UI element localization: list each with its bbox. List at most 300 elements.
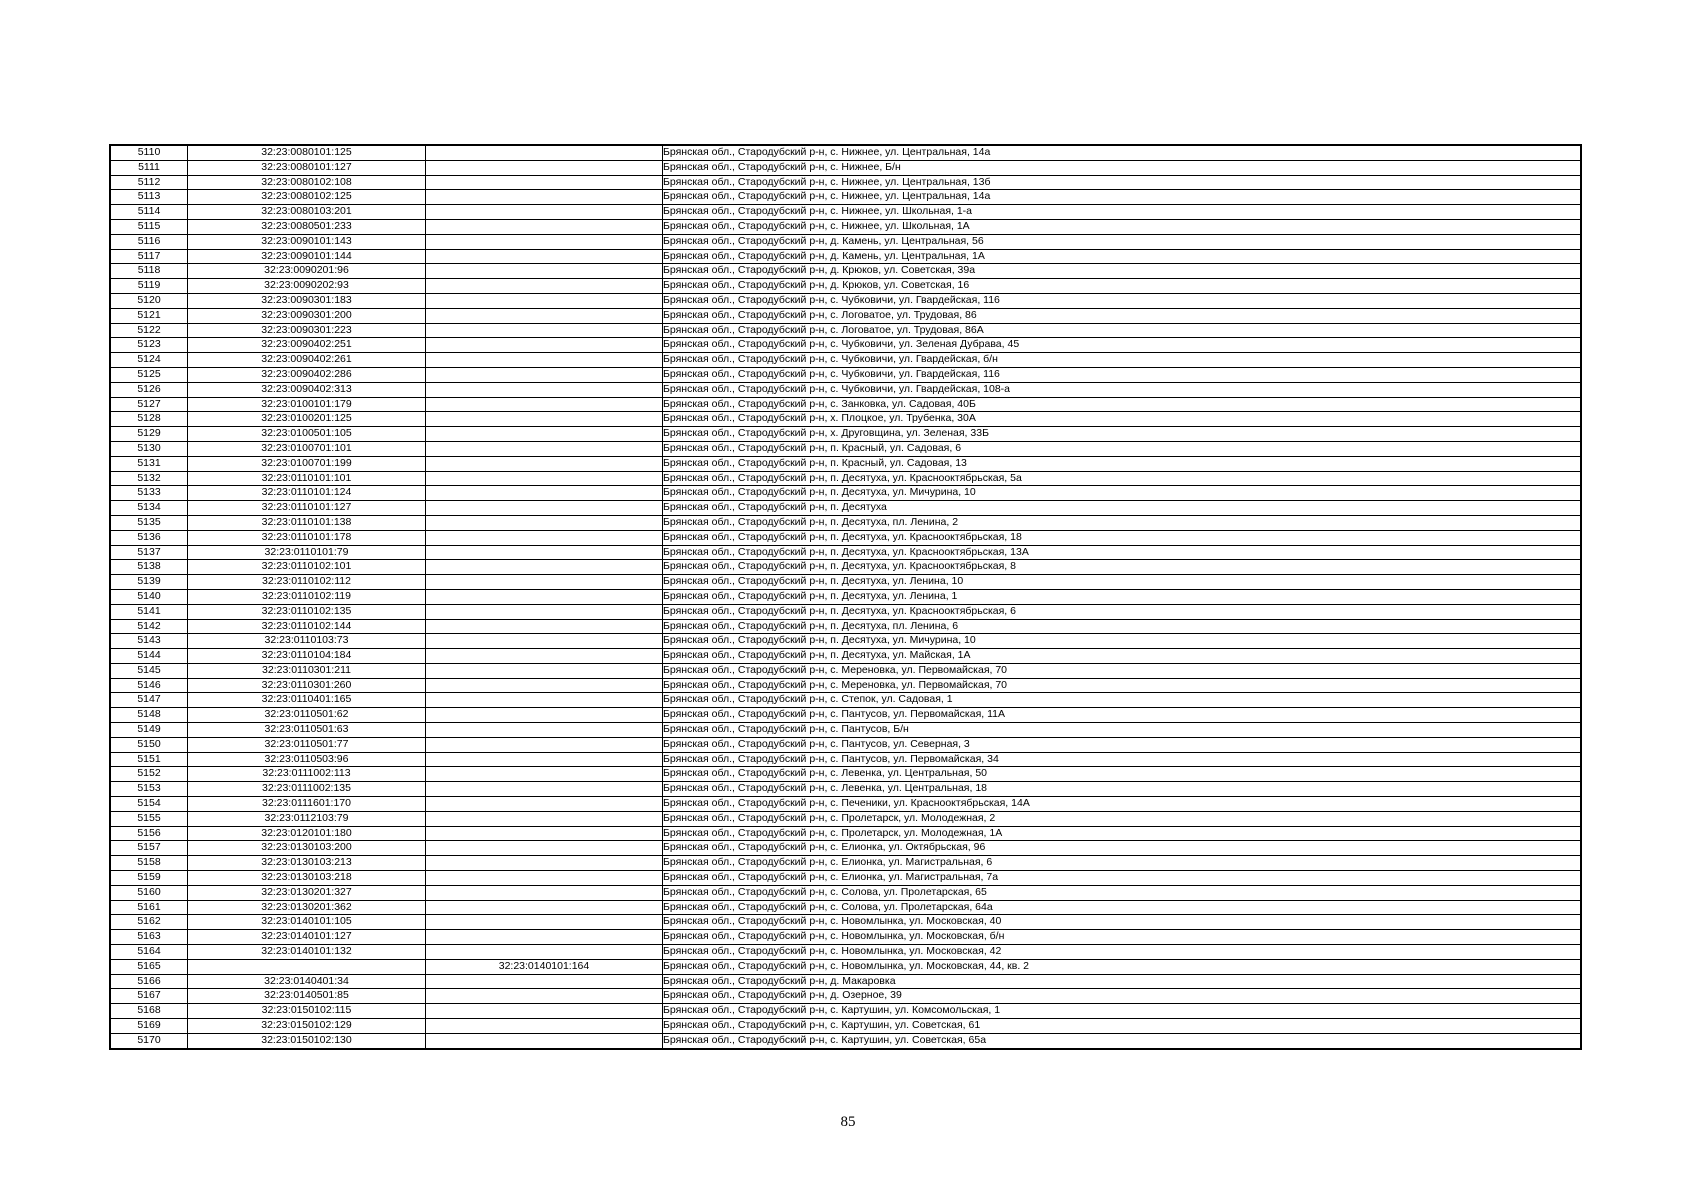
secondary-cadastral-number-cell (426, 811, 663, 826)
secondary-cadastral-number-cell (426, 826, 663, 841)
cadastral-number-cell: 32:23:0110101:178 (188, 530, 426, 545)
secondary-cadastral-number-cell (426, 1033, 663, 1048)
cadastral-number-cell: 32:23:0111002:135 (188, 782, 426, 797)
table-row (110, 900, 1581, 915)
table-row (110, 367, 1581, 382)
table-row (110, 604, 1581, 619)
secondary-cadastral-number-cell (426, 190, 663, 205)
row-number-cell: 5113 (110, 190, 188, 205)
table-row (110, 205, 1581, 220)
table-row (110, 160, 1581, 175)
table-row (110, 175, 1581, 190)
cadastral-number-cell: 32:23:0110101:127 (188, 501, 426, 516)
row-number-cell: 5170 (110, 1033, 188, 1048)
table-row (110, 708, 1581, 723)
address-cell: Брянская обл., Стародубский р-н, с. Пролетарск, ул. Молодежная, 1А (663, 826, 1582, 841)
address-cell: Брянская обл., Стародубский р-н, с. Левенка, ул. Центральная, 50 (663, 767, 1582, 782)
table-row (110, 826, 1581, 841)
cadastral-number-cell: 32:23:0110301:260 (188, 678, 426, 693)
row-number-cell: 5147 (110, 693, 188, 708)
secondary-cadastral-number-cell (426, 604, 663, 619)
row-number-cell: 5145 (110, 663, 188, 678)
secondary-cadastral-number-cell (426, 871, 663, 886)
table-row (110, 930, 1581, 945)
row-number-cell: 5155 (110, 811, 188, 826)
row-number-cell: 5119 (110, 279, 188, 294)
table-row (110, 752, 1581, 767)
secondary-cadastral-number-cell (426, 471, 663, 486)
row-number-cell: 5134 (110, 501, 188, 516)
row-number-cell: 5164 (110, 945, 188, 960)
table-row (110, 945, 1581, 960)
address-cell: Брянская обл., Стародубский р-н, с. Мереновка, ул. Первомайская, 70 (663, 678, 1582, 693)
row-number-cell: 5168 (110, 1004, 188, 1019)
address-cell: Брянская обл., Стародубский р-н, с. Елионка, ул. Магистральная, 6 (663, 856, 1582, 871)
row-number-cell: 5123 (110, 338, 188, 353)
table-row (110, 1004, 1581, 1019)
secondary-cadastral-number-cell (426, 234, 663, 249)
secondary-cadastral-number-cell (426, 900, 663, 915)
table-row (110, 1019, 1581, 1034)
address-cell: Брянская обл., Стародубский р-н, с. Новомлынка, ул. Московская, 44, кв. 2 (663, 959, 1582, 974)
secondary-cadastral-number-cell (426, 974, 663, 989)
table-row (110, 575, 1581, 590)
secondary-cadastral-number-cell (426, 397, 663, 412)
cadastral-number-cell: 32:23:0150102:129 (188, 1019, 426, 1034)
secondary-cadastral-number-cell (426, 915, 663, 930)
secondary-cadastral-number-cell (426, 797, 663, 812)
secondary-cadastral-number-cell (426, 634, 663, 649)
cadastral-number-cell: 32:23:0130103:218 (188, 871, 426, 886)
secondary-cadastral-number-cell (426, 752, 663, 767)
address-cell: Брянская обл., Стародубский р-н, с. Пролетарск, ул. Молодежная, 2 (663, 811, 1582, 826)
secondary-cadastral-number-cell (426, 293, 663, 308)
row-number-cell: 5159 (110, 871, 188, 886)
table-row (110, 634, 1581, 649)
secondary-cadastral-number-cell (426, 501, 663, 516)
row-number-cell: 5158 (110, 856, 188, 871)
cadastral-number-cell: 32:23:0130201:362 (188, 900, 426, 915)
address-cell: Брянская обл., Стародубский р-н, п. Десятуха, пл. Ленина, 2 (663, 515, 1582, 530)
table-row (110, 441, 1581, 456)
address-cell: Брянская обл., Стародубский р-н, п. Десятуха, ул. Краснооктябрьская, 13А (663, 545, 1582, 560)
row-number-cell: 5128 (110, 412, 188, 427)
row-number-cell: 5130 (110, 441, 188, 456)
address-cell: Брянская обл., Стародубский р-н, д. Крюков, ул. Советская, 16 (663, 279, 1582, 294)
secondary-cadastral-number-cell (426, 589, 663, 604)
cadastral-number-cell: 32:23:0080101:127 (188, 160, 426, 175)
table-row (110, 811, 1581, 826)
table-row (110, 456, 1581, 471)
address-cell: Брянская обл., Стародубский р-н, с. Картушин, ул. Комсомольская, 1 (663, 1004, 1582, 1019)
table-row (110, 560, 1581, 575)
secondary-cadastral-number-cell (426, 560, 663, 575)
address-cell: Брянская обл., Стародубский р-н, с. Чубковичи, ул. Зеленая Дубрава, 45 (663, 338, 1582, 353)
cadastral-number-cell: 32:23:0110401:165 (188, 693, 426, 708)
row-number-cell: 5114 (110, 205, 188, 220)
table-row (110, 871, 1581, 886)
address-cell: Брянская обл., Стародубский р-н, с. Логоватое, ул. Трудовая, 86А (663, 323, 1582, 338)
secondary-cadastral-number-cell (426, 515, 663, 530)
address-cell: Брянская обл., Стародубский р-н, с. Новомлынка, ул. Московская, 42 (663, 945, 1582, 960)
row-number-cell: 5169 (110, 1019, 188, 1034)
row-number-cell: 5122 (110, 323, 188, 338)
address-cell: Брянская обл., Стародубский р-н, с. Пантусов, ул. Первомайская, 11А (663, 708, 1582, 723)
secondary-cadastral-number-cell (426, 945, 663, 960)
secondary-cadastral-number-cell (426, 323, 663, 338)
table-row (110, 959, 1581, 974)
table-row (110, 190, 1581, 205)
address-cell: Брянская обл., Стародубский р-н, с. Солова, ул. Пролетарская, 64а (663, 900, 1582, 915)
address-cell: Брянская обл., Стародубский р-н, с. Пантусов, Б/н (663, 723, 1582, 738)
table-row (110, 723, 1581, 738)
cadastral-number-cell: 32:23:0110503:96 (188, 752, 426, 767)
table-row (110, 589, 1581, 604)
secondary-cadastral-number-cell (426, 279, 663, 294)
secondary-cadastral-number-cell (426, 649, 663, 664)
secondary-cadastral-number-cell (426, 767, 663, 782)
secondary-cadastral-number-cell (426, 205, 663, 220)
cadastral-number-cell: 32:23:0110501:63 (188, 723, 426, 738)
secondary-cadastral-number-cell: 32:23:0140101:164 (426, 959, 663, 974)
row-number-cell: 5146 (110, 678, 188, 693)
secondary-cadastral-number-cell (426, 841, 663, 856)
row-number-cell: 5133 (110, 486, 188, 501)
cadastral-number-cell: 32:23:0100101:179 (188, 397, 426, 412)
address-cell: Брянская обл., Стародубский р-н, п. Десятуха, ул. Краснооктябрьская, 18 (663, 530, 1582, 545)
secondary-cadastral-number-cell (426, 575, 663, 590)
cadastral-number-cell: 32:23:0130103:200 (188, 841, 426, 856)
cadastral-number-cell: 32:23:0110301:211 (188, 663, 426, 678)
cadastral-number-cell: 32:23:0110101:79 (188, 545, 426, 560)
row-number-cell: 5136 (110, 530, 188, 545)
cadastral-number-cell: 32:23:0080501:233 (188, 219, 426, 234)
row-number-cell: 5167 (110, 989, 188, 1004)
cadastral-number-cell: 32:23:0150102:130 (188, 1033, 426, 1048)
cadastral-number-cell: 32:23:0140101:105 (188, 915, 426, 930)
cadastral-number-cell: 32:23:0110501:77 (188, 737, 426, 752)
row-number-cell: 5149 (110, 723, 188, 738)
table-row (110, 323, 1581, 338)
row-number-cell: 5111 (110, 160, 188, 175)
cadastral-number-cell: 32:23:0111002:113 (188, 767, 426, 782)
table-row (110, 782, 1581, 797)
secondary-cadastral-number-cell (426, 723, 663, 738)
row-number-cell: 5165 (110, 959, 188, 974)
property-registry-table (109, 144, 1582, 1050)
address-cell: Брянская обл., Стародубский р-н, д. Макаровка (663, 974, 1582, 989)
address-cell: Брянская обл., Стародубский р-н, с. Чубковичи, ул. Гвардейская, 116 (663, 293, 1582, 308)
secondary-cadastral-number-cell (426, 693, 663, 708)
address-cell: Брянская обл., Стародубский р-н, с. Занковка, ул. Садовая, 40Б (663, 397, 1582, 412)
address-cell: Брянская обл., Стародубский р-н, п. Десятуха, ул. Ленина, 10 (663, 575, 1582, 590)
table-row (110, 353, 1581, 368)
table-row (110, 412, 1581, 427)
row-number-cell: 5156 (110, 826, 188, 841)
table-row (110, 145, 1581, 160)
cadastral-number-cell: 32:23:0090402:251 (188, 338, 426, 353)
table-row (110, 486, 1581, 501)
address-cell: Брянская обл., Стародубский р-н, п. Десятуха, ул. Краснооктябрьская, 6 (663, 604, 1582, 619)
table-row (110, 856, 1581, 871)
address-cell: Брянская обл., Стародубский р-н, п. Десятуха, пл. Ленина, 6 (663, 619, 1582, 634)
address-cell: Брянская обл., Стародубский р-н, с. Елионка, ул. Октябрьская, 96 (663, 841, 1582, 856)
secondary-cadastral-number-cell (426, 1004, 663, 1019)
cadastral-number-cell: 32:23:0080101:125 (188, 145, 426, 160)
cadastral-number-cell: 32:23:0110102:119 (188, 589, 426, 604)
secondary-cadastral-number-cell (426, 219, 663, 234)
row-number-cell: 5143 (110, 634, 188, 649)
table-row (110, 693, 1581, 708)
cadastral-number-cell: 32:23:0110102:112 (188, 575, 426, 590)
table-row (110, 249, 1581, 264)
row-number-cell: 5139 (110, 575, 188, 590)
address-cell: Брянская обл., Стародубский р-н, д. Крюков, ул. Советская, 39а (663, 264, 1582, 279)
secondary-cadastral-number-cell (426, 708, 663, 723)
address-cell: Брянская обл., Стародубский р-н, с. Логоватое, ул. Трудовая, 86 (663, 308, 1582, 323)
secondary-cadastral-number-cell (426, 427, 663, 442)
cadastral-number-cell: 32:23:0110102:144 (188, 619, 426, 634)
table-row (110, 397, 1581, 412)
table-row (110, 219, 1581, 234)
cadastral-number-cell: 32:23:0140101:127 (188, 930, 426, 945)
row-number-cell: 5141 (110, 604, 188, 619)
table-row (110, 915, 1581, 930)
cadastral-number-cell: 32:23:0090201:96 (188, 264, 426, 279)
row-number-cell: 5140 (110, 589, 188, 604)
secondary-cadastral-number-cell (426, 264, 663, 279)
table-row (110, 501, 1581, 516)
secondary-cadastral-number-cell (426, 412, 663, 427)
row-number-cell: 5121 (110, 308, 188, 323)
secondary-cadastral-number-cell (426, 441, 663, 456)
row-number-cell: 5153 (110, 782, 188, 797)
secondary-cadastral-number-cell (426, 338, 663, 353)
table-row (110, 338, 1581, 353)
secondary-cadastral-number-cell (426, 663, 663, 678)
cadastral-number-cell: 32:23:0090402:286 (188, 367, 426, 382)
address-cell: Брянская обл., Стародубский р-н, п. Десятуха, ул. Краснооктябрьская, 5а (663, 471, 1582, 486)
address-cell: Брянская обл., Стародубский р-н, с. Новомлынка, ул. Московская, б/н (663, 930, 1582, 945)
table-row (110, 663, 1581, 678)
secondary-cadastral-number-cell (426, 930, 663, 945)
cadastral-number-cell: 32:23:0080103:201 (188, 205, 426, 220)
row-number-cell: 5148 (110, 708, 188, 723)
cadastral-number-cell: 32:23:0090402:261 (188, 353, 426, 368)
row-number-cell: 5135 (110, 515, 188, 530)
address-cell: Брянская обл., Стародубский р-н, п. Десятуха, ул. Ленина, 1 (663, 589, 1582, 604)
cadastral-number-cell: 32:23:0111601:170 (188, 797, 426, 812)
address-cell: Брянская обл., Стародубский р-н, с. Мереновка, ул. Первомайская, 70 (663, 663, 1582, 678)
secondary-cadastral-number-cell (426, 160, 663, 175)
row-number-cell: 5150 (110, 737, 188, 752)
address-cell: Брянская обл., Стародубский р-н, д. Озерное, 39 (663, 989, 1582, 1004)
row-number-cell: 5112 (110, 175, 188, 190)
table-row (110, 841, 1581, 856)
row-number-cell: 5144 (110, 649, 188, 664)
address-cell: Брянская обл., Стародубский р-н, с. Картушин, ул. Советская, 65а (663, 1033, 1582, 1048)
cadastral-number-cell: 32:23:0100501:105 (188, 427, 426, 442)
address-cell: Брянская обл., Стародубский р-н, с. Левенка, ул. Центральная, 18 (663, 782, 1582, 797)
secondary-cadastral-number-cell (426, 249, 663, 264)
table-row (110, 767, 1581, 782)
table-row (110, 293, 1581, 308)
address-cell: Брянская обл., Стародубский р-н, п. Красный, ул. Садовая, 6 (663, 441, 1582, 456)
cadastral-number-cell: 32:23:0090101:144 (188, 249, 426, 264)
address-cell: Брянская обл., Стародубский р-н, п. Десятуха, ул. Майская, 1А (663, 649, 1582, 664)
secondary-cadastral-number-cell (426, 308, 663, 323)
address-cell: Брянская обл., Стародубский р-н, с. Степок, ул. Садовая, 1 (663, 693, 1582, 708)
cadastral-number-cell: 32:23:0090101:143 (188, 234, 426, 249)
table-row (110, 264, 1581, 279)
address-cell: Брянская обл., Стародубский р-н, п. Десятуха, ул. Мичурина, 10 (663, 634, 1582, 649)
cadastral-number-cell: 32:23:0090402:313 (188, 382, 426, 397)
cadastral-number-cell: 32:23:0090301:223 (188, 323, 426, 338)
row-number-cell: 5166 (110, 974, 188, 989)
table-row (110, 234, 1581, 249)
row-number-cell: 5126 (110, 382, 188, 397)
table-row (110, 530, 1581, 545)
cadastral-number-cell: 32:23:0090202:93 (188, 279, 426, 294)
cadastral-number-cell: 32:23:0112103:79 (188, 811, 426, 826)
cadastral-number-cell: 32:23:0150102:115 (188, 1004, 426, 1019)
table-row (110, 974, 1581, 989)
address-cell: Брянская обл., Стародубский р-н, х. Друговщина, ул. Зеленая, 33Б (663, 427, 1582, 442)
row-number-cell: 5142 (110, 619, 188, 634)
address-cell: Брянская обл., Стародубский р-н, с. Нижнее, Б/н (663, 160, 1582, 175)
address-cell: Брянская обл., Стародубский р-н, п. Десятуха (663, 501, 1582, 516)
cadastral-number-cell: 32:23:0100701:101 (188, 441, 426, 456)
secondary-cadastral-number-cell (426, 175, 663, 190)
secondary-cadastral-number-cell (426, 856, 663, 871)
cadastral-number-cell: 32:23:0100701:199 (188, 456, 426, 471)
address-cell: Брянская обл., Стародубский р-н, с. Солова, ул. Пролетарская, 65 (663, 885, 1582, 900)
cadastral-number-cell (188, 959, 426, 974)
secondary-cadastral-number-cell (426, 530, 663, 545)
table-row (110, 471, 1581, 486)
row-number-cell: 5127 (110, 397, 188, 412)
table-row (110, 515, 1581, 530)
cadastral-number-cell: 32:23:0080102:125 (188, 190, 426, 205)
cadastral-number-cell: 32:23:0110103:73 (188, 634, 426, 649)
secondary-cadastral-number-cell (426, 782, 663, 797)
cadastral-number-cell: 32:23:0110104:184 (188, 649, 426, 664)
address-cell: Брянская обл., Стародубский р-н, с. Нижнее, ул. Школьная, 1А (663, 219, 1582, 234)
secondary-cadastral-number-cell (426, 456, 663, 471)
cadastral-number-cell: 32:23:0130201:327 (188, 885, 426, 900)
secondary-cadastral-number-cell (426, 353, 663, 368)
secondary-cadastral-number-cell (426, 486, 663, 501)
address-cell: Брянская обл., Стародубский р-н, с. Чубковичи, ул. Гвардейская, б/н (663, 353, 1582, 368)
cadastral-number-cell: 32:23:0100201:125 (188, 412, 426, 427)
cadastral-number-cell: 32:23:0110101:138 (188, 515, 426, 530)
row-number-cell: 5137 (110, 545, 188, 560)
cadastral-number-cell: 32:23:0110101:101 (188, 471, 426, 486)
secondary-cadastral-number-cell (426, 737, 663, 752)
cadastral-number-cell: 32:23:0140501:85 (188, 989, 426, 1004)
table-row (110, 737, 1581, 752)
secondary-cadastral-number-cell (426, 382, 663, 397)
address-cell: Брянская обл., Стародубский р-н, с. Нижнее, ул. Школьная, 1-а (663, 205, 1582, 220)
row-number-cell: 5131 (110, 456, 188, 471)
address-cell: Брянская обл., Стародубский р-н, с. Нижнее, ул. Центральная, 14а (663, 190, 1582, 205)
cadastral-number-cell: 32:23:0090301:200 (188, 308, 426, 323)
address-cell: Брянская обл., Стародубский р-н, с. Пантусов, ул. Первомайская, 34 (663, 752, 1582, 767)
secondary-cadastral-number-cell (426, 678, 663, 693)
address-cell: Брянская обл., Стародубский р-н, с. Новомлынка, ул. Московская, 40 (663, 915, 1582, 930)
cadastral-number-cell: 32:23:0130103:213 (188, 856, 426, 871)
cadastral-number-cell: 32:23:0110102:135 (188, 604, 426, 619)
row-number-cell: 5120 (110, 293, 188, 308)
row-number-cell: 5129 (110, 427, 188, 442)
table-row (110, 619, 1581, 634)
cadastral-number-cell: 32:23:0090301:183 (188, 293, 426, 308)
address-cell: Брянская обл., Стародубский р-н, с. Печеники, ул. Краснооктябрьская, 14А (663, 797, 1582, 812)
table-row (110, 545, 1581, 560)
secondary-cadastral-number-cell (426, 619, 663, 634)
cadastral-number-cell: 32:23:0110501:62 (188, 708, 426, 723)
row-number-cell: 5110 (110, 145, 188, 160)
row-number-cell: 5138 (110, 560, 188, 575)
secondary-cadastral-number-cell (426, 145, 663, 160)
table-row (110, 427, 1581, 442)
row-number-cell: 5124 (110, 353, 188, 368)
row-number-cell: 5117 (110, 249, 188, 264)
row-number-cell: 5163 (110, 930, 188, 945)
address-cell: Брянская обл., Стародубский р-н, с. Картушин, ул. Советская, 61 (663, 1019, 1582, 1034)
row-number-cell: 5152 (110, 767, 188, 782)
address-cell: Брянская обл., Стародубский р-н, с. Чубковичи, ул. Гвардейская, 116 (663, 367, 1582, 382)
cadastral-number-cell: 32:23:0110101:124 (188, 486, 426, 501)
address-cell: Брянская обл., Стародубский р-н, п. Десятуха, ул. Краснооктябрьская, 8 (663, 560, 1582, 575)
row-number-cell: 5115 (110, 219, 188, 234)
table-row (110, 989, 1581, 1004)
row-number-cell: 5162 (110, 915, 188, 930)
table-row (110, 382, 1581, 397)
secondary-cadastral-number-cell (426, 545, 663, 560)
address-cell: Брянская обл., Стародубский р-н, с. Пантусов, ул. Северная, 3 (663, 737, 1582, 752)
table-row (110, 649, 1581, 664)
cadastral-number-cell: 32:23:0110102:101 (188, 560, 426, 575)
address-cell: Брянская обл., Стародубский р-н, с. Нижнее, ул. Центральная, 13б (663, 175, 1582, 190)
row-number-cell: 5118 (110, 264, 188, 279)
table-row (110, 885, 1581, 900)
address-cell: Брянская обл., Стародубский р-н, п. Десятуха, ул. Мичурина, 10 (663, 486, 1582, 501)
table-row (110, 797, 1581, 812)
row-number-cell: 5161 (110, 900, 188, 915)
row-number-cell: 5154 (110, 797, 188, 812)
cadastral-number-cell: 32:23:0080102:108 (188, 175, 426, 190)
secondary-cadastral-number-cell (426, 989, 663, 1004)
table-row (110, 678, 1581, 693)
address-cell: Брянская обл., Стародубский р-н, п. Красный, ул. Садовая, 13 (663, 456, 1582, 471)
cadastral-number-cell: 32:23:0140401:34 (188, 974, 426, 989)
row-number-cell: 5157 (110, 841, 188, 856)
secondary-cadastral-number-cell (426, 1019, 663, 1034)
row-number-cell: 5116 (110, 234, 188, 249)
cadastral-number-cell: 32:23:0120101:180 (188, 826, 426, 841)
row-number-cell: 5132 (110, 471, 188, 486)
secondary-cadastral-number-cell (426, 885, 663, 900)
address-cell: Брянская обл., Стародубский р-н, с. Нижнее, ул. Центральная, 14а (663, 145, 1582, 160)
table-row (110, 279, 1581, 294)
address-cell: Брянская обл., Стародубский р-н, д. Камень, ул. Центральная, 1А (663, 249, 1582, 264)
secondary-cadastral-number-cell (426, 367, 663, 382)
row-number-cell: 5125 (110, 367, 188, 382)
registry-table-body (110, 145, 1581, 1049)
address-cell: Брянская обл., Стародубский р-н, х. Плоцкое, ул. Трубенка, 30А (663, 412, 1582, 427)
row-number-cell: 5151 (110, 752, 188, 767)
